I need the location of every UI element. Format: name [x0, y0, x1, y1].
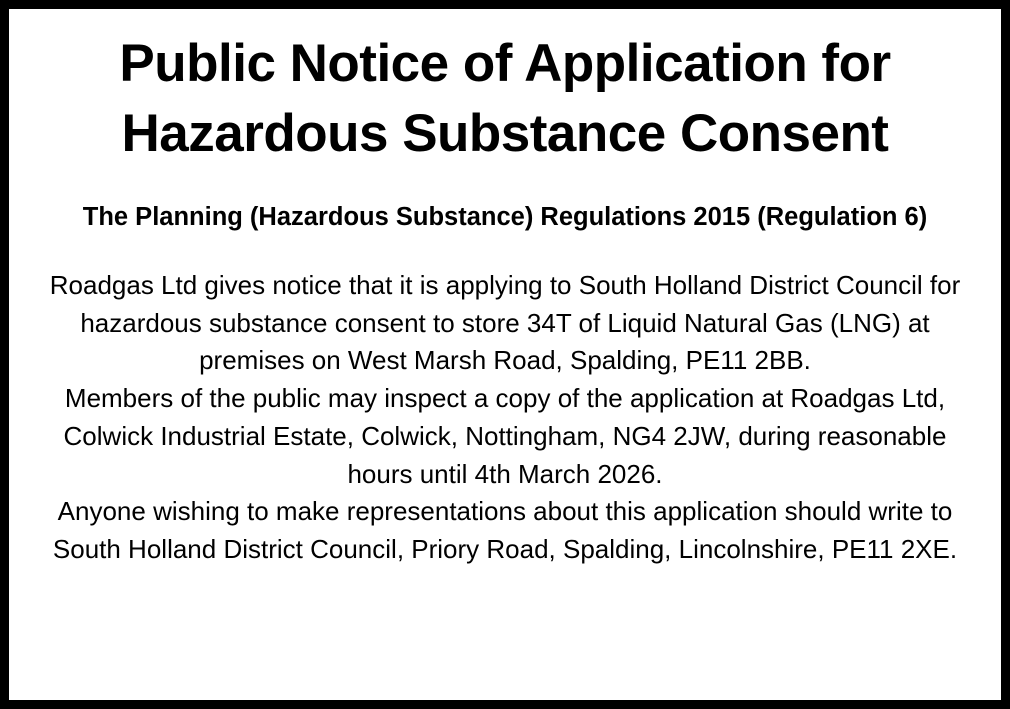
notice-paragraph-3: Anyone wishing to make representations about this application should write to South Holland District Council, Priory Road, Spalding, Lincolnshire, PE11 2XE. — [52, 496, 958, 564]
notice-paragraph-1: Roadgas Ltd gives notice that it is applying to South Holland District Council for hazardous substance consent to store 34T of Liquid Natural Gas (LNG) at premises on West Marsh Road, Spalding, PE11 2BB. — [49, 270, 961, 376]
notice-paragraph-2: Members of the public may inspect a copy of the application at Roadgas Ltd, Colwick Industrial Estate, Colwick, Nottingham, NG4 2JW, during reasonable hours until 4th March 2026. — [63, 383, 947, 489]
notice-title: Public Notice of Application for Hazardous Substance Consent — [119, 34, 891, 163]
notice-content — [35, 29, 975, 696]
notice-subtitle: The Planning (Hazardous Substance) Regulations 2015 (Regulation 6) — [82, 202, 928, 231]
